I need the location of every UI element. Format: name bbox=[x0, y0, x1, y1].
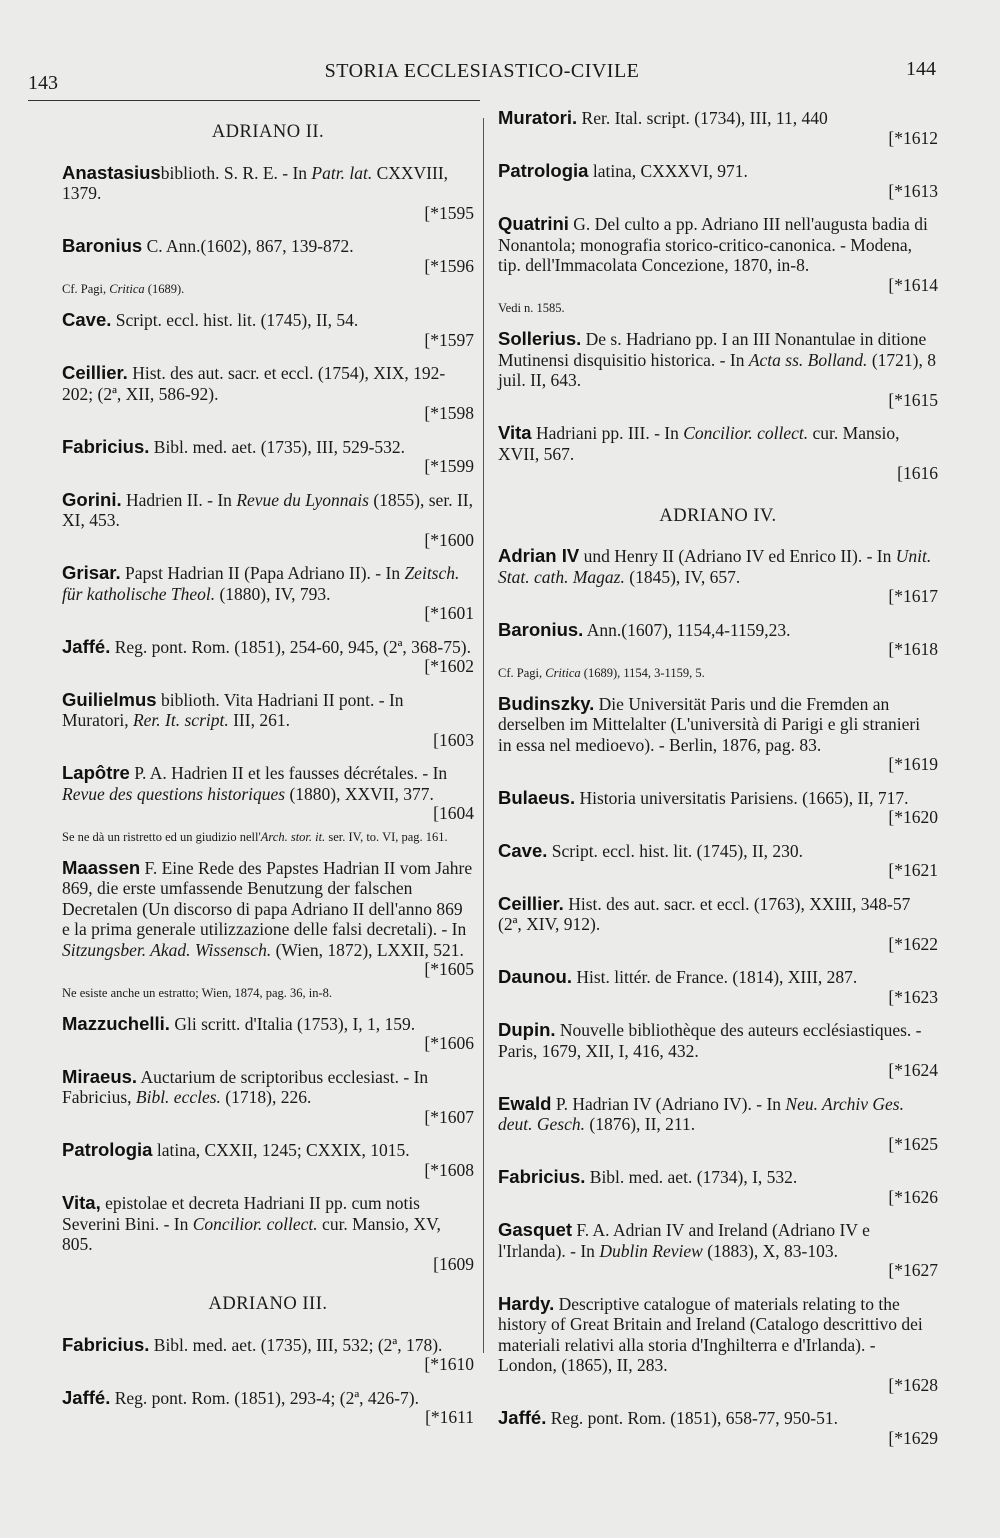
entry-text: cur. Mansio, XV, 805. bbox=[62, 1213, 441, 1254]
entry-author: Muratori. bbox=[498, 107, 578, 128]
entry-title: Sitzungsber. Akad. Wissensch. bbox=[62, 939, 272, 960]
entry-author: Jaffé. bbox=[498, 1407, 547, 1428]
bib-entry bbox=[498, 108, 938, 148]
entry-text: Auctarium de scriptoribus ecclesiast. - In Fabricius, bbox=[62, 1066, 429, 1107]
entry-number: [*1628 bbox=[888, 1374, 938, 1395]
note-text: (1689). bbox=[144, 282, 185, 296]
bib-entry bbox=[498, 1408, 938, 1448]
section-heading-adriano-iii: ADRIANO III. bbox=[208, 1294, 328, 1314]
entry-text: und Henry II (Adriano IV ed Enrico II). - In bbox=[579, 546, 896, 566]
entry-text: (1880), XXVII, 377. bbox=[285, 783, 434, 804]
entry-author: Ceillier. bbox=[62, 362, 128, 383]
bib-entry bbox=[62, 1140, 474, 1180]
entry-number: [*1595 bbox=[424, 202, 474, 223]
entry-author: Fabricius. bbox=[62, 435, 150, 457]
entry-title: Patr. lat. bbox=[311, 162, 373, 183]
entry-number: [*1599 bbox=[424, 456, 474, 476]
entry-author: Cave. bbox=[62, 309, 112, 330]
entry-title: Concilior. collect. bbox=[192, 1213, 318, 1234]
bib-entry bbox=[62, 690, 474, 751]
entry-title: Zeitsch. für katholische Theol. bbox=[62, 563, 460, 604]
entry-number: [*1608 bbox=[424, 1159, 474, 1180]
bib-entry bbox=[62, 490, 474, 551]
entry-author: Daunou. bbox=[498, 966, 572, 987]
entry-number: [*1610 bbox=[424, 1354, 474, 1374]
entry-text: biblioth. S. R. E. - In bbox=[160, 162, 312, 183]
entry-author: Dupin. bbox=[498, 1019, 556, 1040]
entry-number: [*1597 bbox=[424, 329, 474, 350]
running-header bbox=[28, 58, 936, 94]
entry-number: [1603 bbox=[433, 729, 474, 750]
entry-number: [*1619 bbox=[888, 754, 938, 774]
entry-text: Bibl. med. aet. (1735), III, 532; (2ª, 178). bbox=[149, 1334, 443, 1355]
note-text: ser. IV, to. VI, pag. 161. bbox=[325, 829, 448, 844]
entry-text: Script. eccl. hist. lit. (1745), II, 54. bbox=[111, 310, 359, 330]
page-number-right: 144 bbox=[906, 58, 936, 80]
entry-text: Hadriani pp. III. - In bbox=[531, 423, 684, 443]
entry-text: (1721), 8 juil. II, 643. bbox=[498, 349, 936, 390]
entry-title: Revue du Lyonnais bbox=[236, 489, 369, 510]
entry-text: G. Del culto a pp. Adriano III nell'augusta badia di Nonantola; monografia storico-critico-canonica. - Modena, tip. dell'Immacolata Concezione, 1870, in-8. bbox=[498, 214, 928, 275]
bib-entry bbox=[498, 214, 938, 316]
entry-author: Anastasius bbox=[62, 161, 161, 183]
left-column bbox=[62, 118, 474, 1441]
bib-entry bbox=[498, 967, 938, 1007]
entry-title: Acta ss. Bolland. bbox=[748, 349, 868, 370]
entry-text: Descriptive catalogue of materials relating to the history of Great Britain and Ireland (Catalogo descrittivo dei materiali relativi alla storia d'Inghilterra e d'Irlanda). - London, (1865), II, 283. bbox=[498, 1293, 923, 1375]
entry-number: [*1626 bbox=[888, 1186, 938, 1207]
entry-title: Unit. Stat. cath. Magaz. bbox=[498, 546, 932, 587]
entry-number: [*1598 bbox=[424, 403, 474, 423]
entry-text: F. Eine Rede des Papstes Hadrian II vom Jahre 869, die erste umfassende Benutzung der falschen Decretalen (Un discorso di papa Adriano II dell'anno 869 e la prima generale utilizzazione delle falsi decretali). - In bbox=[62, 857, 473, 939]
bib-entry bbox=[498, 1294, 938, 1396]
bib-entry bbox=[62, 310, 474, 350]
entry-text: Reg. pont. Rom. (1851), 254-60, 945, (2ª, 368-75). bbox=[110, 636, 471, 657]
bib-entry bbox=[62, 763, 474, 845]
entry-author: Hardy. bbox=[498, 1292, 555, 1314]
bib-entry bbox=[498, 546, 938, 607]
entry-text: Hist. des aut. sacr. et eccl. (1763), XXIII, 348-57 (2ª, XIV, 912). bbox=[498, 893, 911, 934]
entry-number: [*1618 bbox=[888, 639, 938, 659]
bib-entry bbox=[498, 329, 938, 410]
entry-text: biblioth. Vita Hadriani II pont. - In Muratori, bbox=[62, 689, 404, 730]
column-divider bbox=[483, 118, 484, 1353]
entry-number: [*1625 bbox=[888, 1133, 938, 1154]
entry-author: Ewald bbox=[498, 1092, 552, 1114]
bib-entry bbox=[498, 1094, 938, 1155]
entry-text: cur. Mansio, XVII, 567. bbox=[498, 423, 900, 464]
entry-number: [*1624 bbox=[888, 1060, 938, 1080]
entry-author: Baronius bbox=[62, 235, 143, 256]
bib-entry bbox=[62, 858, 474, 1001]
entry-title: Bibl. eccles. bbox=[135, 1087, 221, 1107]
entry-author: Maassen bbox=[62, 856, 141, 878]
entry-text: Rer. Ital. script. (1734), III, 11, 440 bbox=[577, 108, 828, 128]
bib-entry bbox=[62, 637, 474, 677]
entry-author: Adrian IV bbox=[498, 545, 580, 566]
entry-text: Hist. littér. de France. (1814), XIII, 287. bbox=[572, 967, 858, 987]
bib-entry bbox=[62, 1335, 474, 1375]
entry-text: (1876), II, 211. bbox=[585, 1114, 696, 1134]
note-title: Arch. stor. it. bbox=[260, 829, 326, 844]
entry-author: Sollerius. bbox=[498, 328, 582, 349]
entry-text: (1718), 226. bbox=[220, 1087, 312, 1107]
entry-title: Revue des questions historiques bbox=[62, 783, 286, 804]
note-text: Cf. Pagi, bbox=[62, 282, 110, 296]
bib-entry bbox=[498, 694, 938, 775]
entry-number: [*1629 bbox=[888, 1427, 938, 1448]
entry-text: P. A. Hadrien II et les fausses décrétales. - In bbox=[129, 763, 448, 783]
note-text: Cf. Pagi, bbox=[498, 665, 546, 680]
bib-entry bbox=[62, 163, 474, 224]
entry-text: De s. Hadriano pp. I an III Nonantulae in ditione Mutinensi disquisitio historica. - In bbox=[498, 329, 927, 370]
note-text: (1689), 1154, 3-1159, 5. bbox=[580, 665, 705, 680]
entry-author: Jaffé. bbox=[62, 1386, 111, 1408]
entry-text: C. Ann.(1602), 867, 139-872. bbox=[142, 236, 354, 256]
bib-entry bbox=[498, 1167, 938, 1207]
entry-number: [*1601 bbox=[424, 603, 474, 623]
entry-title: Concilior. collect. bbox=[683, 423, 809, 443]
bib-entry bbox=[498, 1220, 938, 1281]
bib-entry bbox=[62, 1067, 474, 1128]
entry-text: III, 261. bbox=[228, 710, 290, 730]
bib-entry bbox=[62, 236, 474, 297]
entry-note bbox=[62, 281, 474, 297]
bib-entry bbox=[498, 788, 938, 828]
entry-author: Mazzuchelli. bbox=[62, 1012, 170, 1034]
section-heading-adriano-ii: ADRIANO II. bbox=[211, 122, 325, 142]
entry-number: [*1620 bbox=[888, 807, 938, 827]
entry-author: Grisar. bbox=[62, 562, 121, 583]
entry-author: Lapôtre bbox=[62, 762, 130, 783]
entry-text: F. A. Adrian IV and Ireland (Adriano IV e l'Irlanda). - In bbox=[498, 1220, 870, 1261]
entry-number: [1604 bbox=[433, 803, 474, 823]
entry-text: Papst Hadrian II (Papa Adriano II). - In bbox=[120, 563, 405, 583]
entry-text: (Wien, 1872), LXXII, 521. bbox=[271, 939, 464, 960]
entry-note: Vedi n. 1585. bbox=[498, 301, 565, 315]
header-rule bbox=[28, 100, 480, 101]
entry-text: Historia universitatis Parisiens. (1665), II, 717. bbox=[575, 787, 909, 808]
entry-text: latina, CXXXVI, 971. bbox=[588, 161, 748, 181]
entry-text: (1855), ser. II, XI, 453. bbox=[62, 489, 473, 530]
entry-author: Patrologia bbox=[498, 160, 589, 181]
right-column bbox=[498, 108, 938, 1461]
entry-text: (1880), IV, 793. bbox=[215, 583, 331, 604]
bib-entry bbox=[498, 1020, 938, 1081]
entry-text: P. Hadrian IV (Adriano IV). - In bbox=[551, 1093, 786, 1114]
entry-number: [*1613 bbox=[888, 180, 938, 201]
entry-text: (1883), X, 83-103. bbox=[702, 1240, 838, 1261]
entry-text: Hadrien II. - In bbox=[121, 489, 237, 510]
entry-text: Reg. pont. Rom. (1851), 293-4; (2ª, 426-7). bbox=[110, 1387, 419, 1408]
entry-author: Cave. bbox=[498, 839, 548, 861]
entry-number: [1616 bbox=[897, 463, 938, 483]
bib-entry bbox=[62, 437, 474, 477]
entry-author: Fabricius. bbox=[498, 1166, 586, 1187]
entry-number: [*1600 bbox=[424, 529, 474, 550]
bib-entry bbox=[62, 1193, 474, 1274]
entry-text: Hist. des aut. sacr. et eccl. (1754), XIX, 192-202; (2ª, XII, 586-92). bbox=[62, 363, 446, 404]
entry-number: [*1605 bbox=[424, 959, 474, 979]
entry-number: [*1612 bbox=[888, 127, 938, 148]
entry-title: Rer. It. script. bbox=[132, 710, 229, 730]
entry-number: [*1606 bbox=[424, 1033, 474, 1053]
entry-note bbox=[498, 665, 938, 681]
bib-entry bbox=[62, 563, 474, 624]
bib-entry bbox=[498, 841, 938, 881]
note-title: Critica bbox=[545, 665, 581, 680]
entry-text: Bibl. med. aet. (1735), III, 529-532. bbox=[149, 436, 406, 457]
bib-entry bbox=[62, 363, 474, 424]
entry-text: latina, CXXII, 1245; CXXIX, 1015. bbox=[152, 1140, 410, 1160]
bib-entry bbox=[498, 423, 938, 484]
bib-entry bbox=[62, 1388, 474, 1428]
section-heading-adriano-iv: ADRIANO IV. bbox=[659, 505, 777, 526]
entry-author: Baronius. bbox=[498, 618, 584, 640]
entry-number: [*1596 bbox=[424, 255, 474, 276]
entry-number: [1609 bbox=[433, 1253, 474, 1274]
entry-number: [*1623 bbox=[888, 986, 938, 1007]
entry-author: Quatrini bbox=[498, 213, 569, 234]
running-title: STORIA ECCLESIASTICO-CIVILE bbox=[324, 60, 640, 82]
entry-title: Dublin Review bbox=[599, 1240, 703, 1261]
entry-author: Vita, bbox=[62, 1192, 101, 1213]
entry-author: Fabricius. bbox=[62, 1333, 150, 1355]
entry-author: Guilielmus bbox=[62, 688, 157, 710]
entry-number: [*1621 bbox=[888, 860, 938, 880]
entry-author: Gasquet bbox=[498, 1219, 573, 1240]
entry-author: Miraeus. bbox=[62, 1065, 138, 1087]
bib-entry bbox=[62, 1014, 474, 1054]
entry-author: Gorini. bbox=[62, 488, 122, 510]
bib-entry bbox=[498, 894, 938, 955]
entry-author: Ceillier. bbox=[498, 892, 564, 914]
entry-text: Reg. pont. Rom. (1851), 658-77, 950-51. bbox=[546, 1408, 838, 1428]
entry-text: Bibl. med. aet. (1734), I, 532. bbox=[585, 1167, 798, 1187]
entry-number: [*1607 bbox=[424, 1106, 474, 1127]
entry-note: Ne esiste anche un estratto; Wien, 1874, pag. 36, in-8. bbox=[62, 985, 333, 1000]
entry-number: [*1602 bbox=[424, 656, 474, 676]
entry-author: Patrologia bbox=[62, 1139, 153, 1160]
entry-number: [*1617 bbox=[888, 586, 938, 606]
bib-entry bbox=[498, 161, 938, 201]
entry-number: [*1611 bbox=[425, 1407, 474, 1427]
entry-text: epistolae et decreta Hadriani II pp. cum notis Severini Bini. - In bbox=[62, 1193, 420, 1234]
entry-number: [*1622 bbox=[888, 933, 938, 954]
entry-text: Ann.(1607), 1154,4-1159,23. bbox=[583, 619, 791, 640]
note-title: Critica bbox=[109, 282, 145, 296]
entry-text: Nouvelle bibliothèque des auteurs ecclésiastiques. - Paris, 1679, XII, I, 416, 432. bbox=[498, 1020, 922, 1061]
entry-number: [*1615 bbox=[888, 389, 938, 410]
note-text: Se ne dà un ristretto ed un giudizio nell' bbox=[62, 829, 261, 844]
entry-text: CXXVIII, 1379. bbox=[62, 162, 449, 203]
entry-title: Neu. Archiv Ges. deut. Gesch. bbox=[498, 1093, 904, 1134]
entry-text: (1845), IV, 657. bbox=[624, 566, 741, 587]
entry-text: Die Universität Paris und die Fremden an derselben im Mittelalter (L'università di Parigi e gli stranieri in essa nel medioevo). - Berlin, 1876, pag. 83. bbox=[498, 693, 921, 755]
entry-number: [*1614 bbox=[888, 274, 938, 295]
entry-author: Bulaeus. bbox=[498, 786, 576, 808]
entry-author: Vita bbox=[498, 422, 532, 443]
entry-text: Gli scritt. d'Italia (1753), I, 1, 159. bbox=[169, 1013, 416, 1034]
entry-note bbox=[62, 829, 474, 845]
entry-author: Budinszky. bbox=[498, 692, 595, 714]
entry-text: Script. eccl. hist. lit. (1745), II, 230. bbox=[547, 840, 804, 861]
entry-author: Jaffé. bbox=[62, 635, 111, 657]
bib-entry bbox=[498, 620, 938, 681]
entry-number: [*1627 bbox=[888, 1260, 938, 1280]
page-number-left: 143 bbox=[28, 72, 58, 94]
